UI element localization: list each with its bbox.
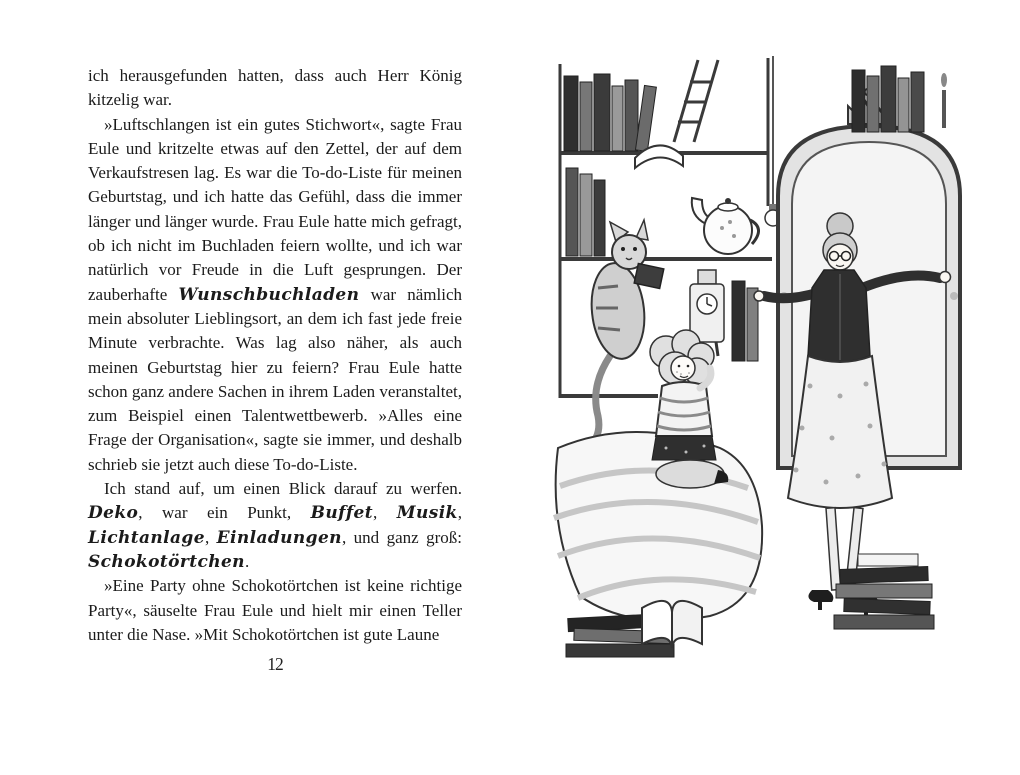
text-run: . [244,551,250,571]
handwritten-word: Wunschbuchladen [178,284,360,305]
handwritten-word: Schokotörtchen [88,551,245,572]
handwritten-word: Buffet [310,503,374,524]
text-run: Ich stand auf, um einen Blick darauf zu werfen. [104,479,462,499]
teapot-icon [692,198,759,254]
text-run: war nämlich mein absoluter Lieblingsort, an dem ich fast jede freie Minute verbrachte. Was lag also näher, als auch meinen Geburtstag hier zu feiern? Frau Eule hatte schon ganz andere Sachen in ihrem Laden veranstaltet, zum Beispiel einen Talentwettbewerb. »Alles eine Frage der Organisation«, sagte sie immer, und deshalb schrieb sie jetzt auch diese To-do-Liste. [88,284,462,474]
bookshop-illustration [540,56,986,670]
ladder [674,60,718,142]
candle-icon [941,73,947,128]
text-run: , [204,527,217,547]
text-run: »Eine Party ohne Schokotörtchen ist keine richtige Party«, säuselte Frau Eule und hielt mir einen Teller unter die Nase. »Mit Schokotörtchen ist gute Laune [88,576,462,644]
paragraph [88,113,462,477]
handwritten-word: Musik [396,503,458,524]
open-book-bottom-icon [642,601,702,648]
shelf-books-right [852,66,924,132]
handwritten-word: Einladungen [216,527,342,548]
text-run: , [373,503,397,523]
shelf-books-middle [566,168,605,256]
paragraph [88,64,462,113]
text-run: , und ganz groß: [341,527,462,547]
handwritten-word: Lichtanlage [88,527,205,548]
text-run: , war ein Punkt, [138,503,311,523]
paragraph [88,477,462,574]
paragraph [88,574,462,647]
text-run: , [457,503,462,523]
text-run: ich herausgefunden hatten, dass auch Herr König kitzelig war. [88,66,462,110]
handwritten-word: Deko [88,503,139,524]
text-run: »Luftschlangen ist ein gutes Stichwort«, sagte Frau Eule und kritzelte etwas auf den Zettel, der auf dem Verkaufstresen lag. Es war die To-do-Liste für meinen Geburtstag, und ich hatte das Gefühl, dass die immer länger und länger wurde. Frau Eule hatte mich gefragt, ob ich nicht im Buchladen feiern wollte, und ich war natürlich vor Freude in die Luft gesprungen. Der zauberhafte [88,114,462,304]
page-text [88,64,462,647]
page-number: 12 [267,654,283,674]
shelf-books-top [564,74,656,152]
